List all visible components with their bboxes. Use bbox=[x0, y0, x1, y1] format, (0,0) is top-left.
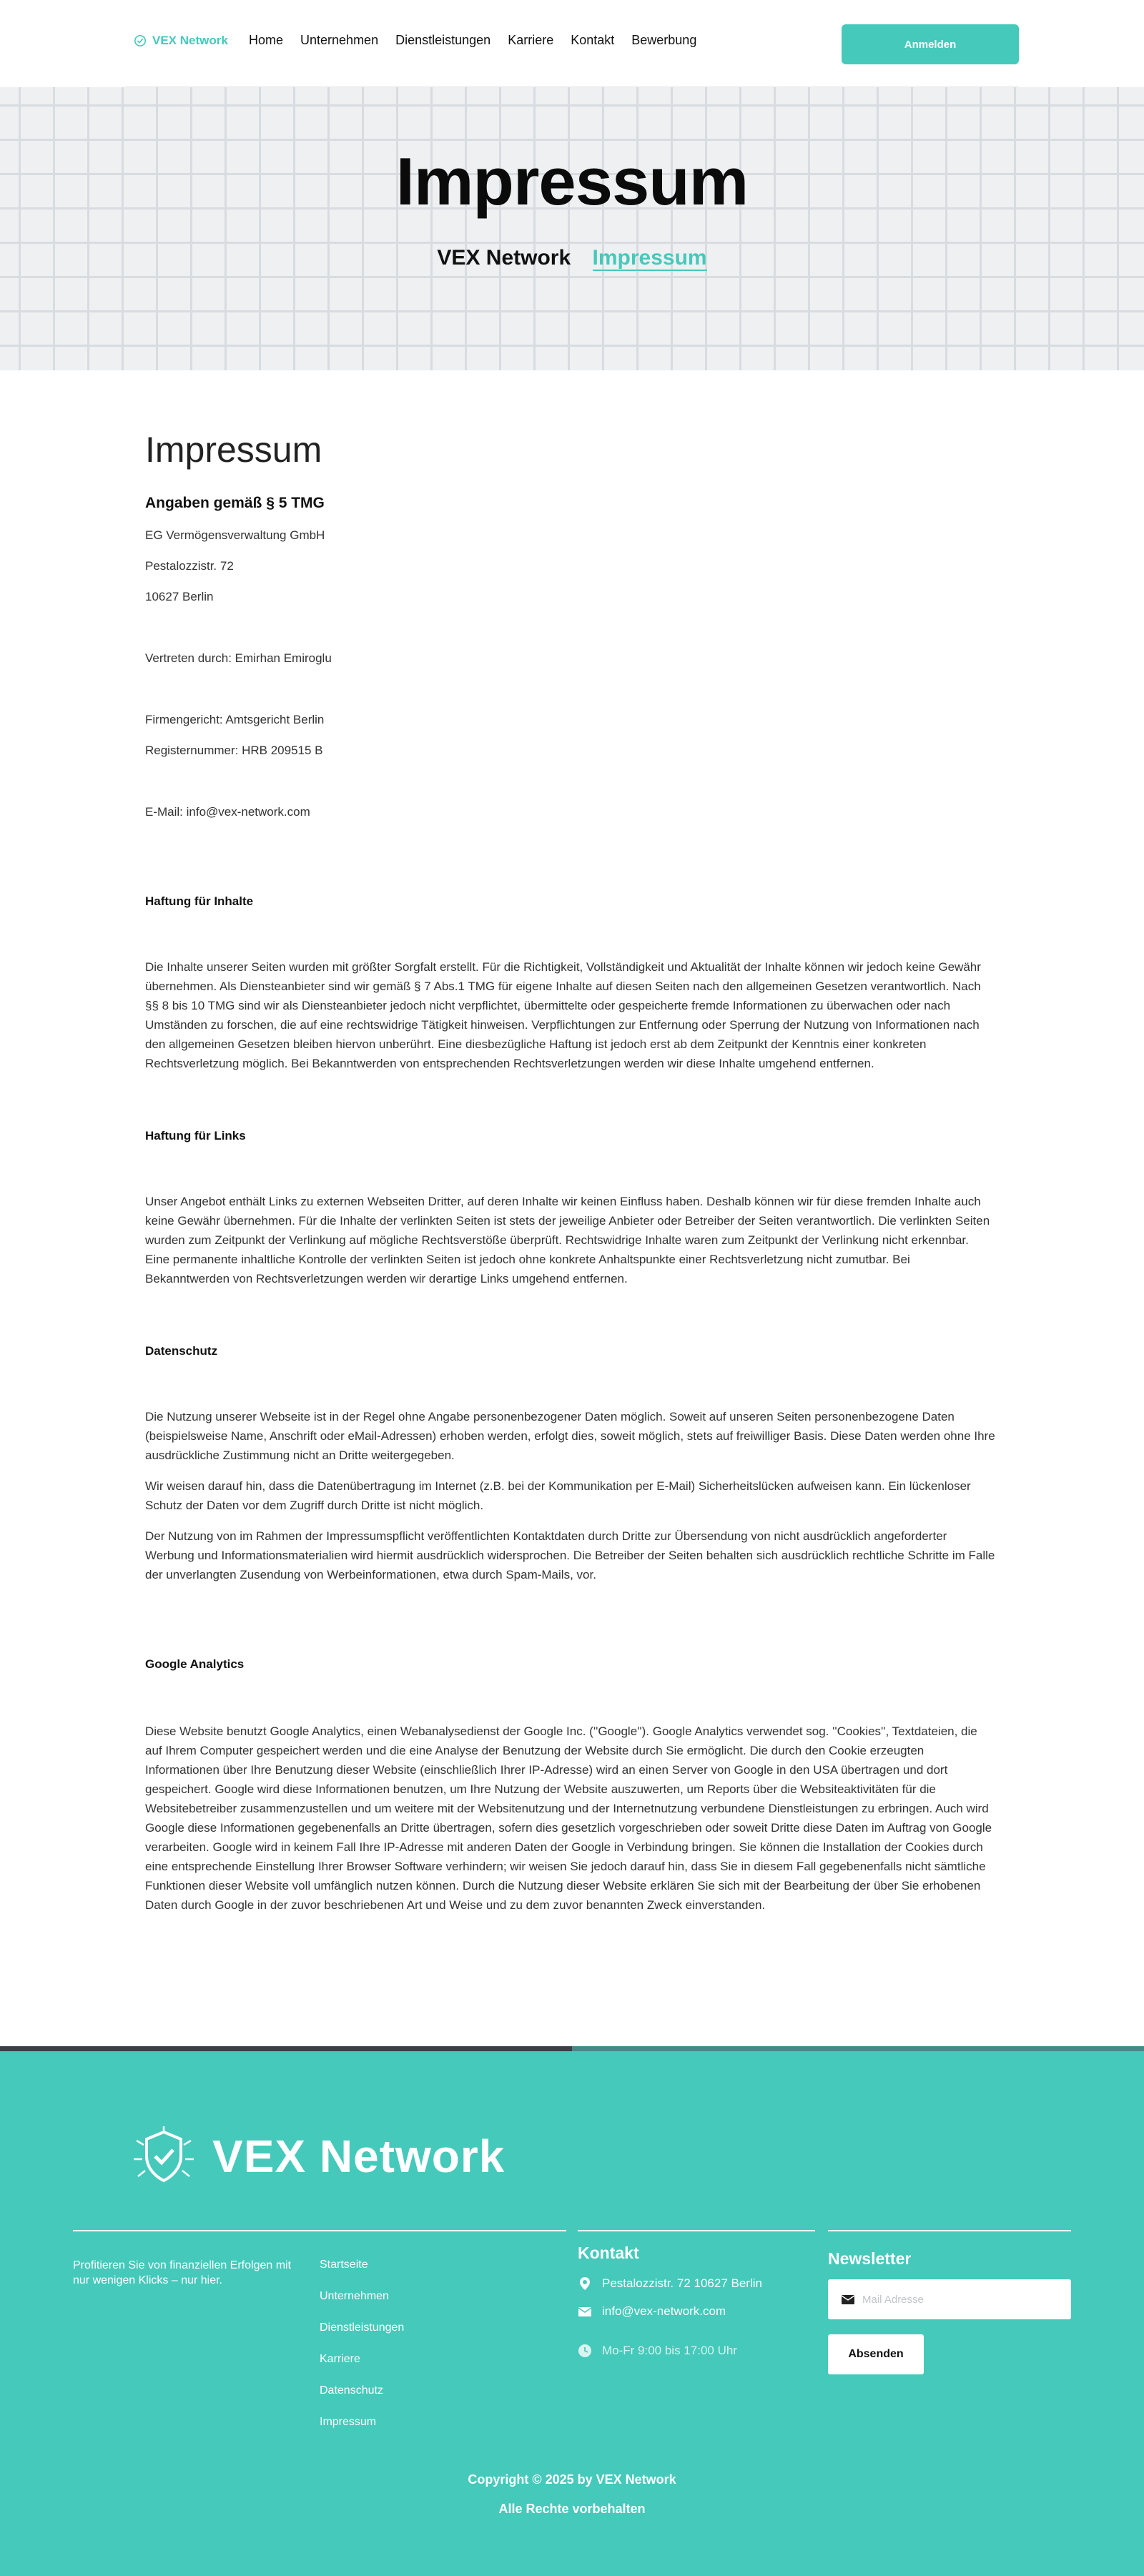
brand-link[interactable] bbox=[134, 34, 228, 48]
site-footer bbox=[0, 2046, 1144, 2576]
footer-contact-heading: Kontakt bbox=[578, 2244, 639, 2262]
page-title: Impressum bbox=[145, 430, 322, 470]
menu-item-kontakt[interactable]: Kontakt bbox=[571, 33, 615, 47]
shield-check-icon bbox=[131, 2126, 197, 2186]
footer-link-startseite[interactable]: Startseite bbox=[320, 2259, 368, 2271]
represented-by: Vertreten durch: Emirhan Emiroglu bbox=[145, 651, 332, 665]
breadcrumb-home[interactable]: VEX Network bbox=[437, 246, 571, 270]
section-paragraph: Diese Website benutzt Google Analytics, einen Webanalysedienst der Google Inc. (''Google''). Google Analytics verwendet sog. ''Cookies'', Textdateien, die auf Ihrem Computer gespeichert werden und die eine Analyse der Benutzung der Website durch Sie ermöglicht. Die durch den Cookie erzeugten Informationen über Ihre Benutzung dieser Website (einschließlich Ihrer IP-Adresse) wird an einen Server von Google in den USA übertragen und dort gespeichert. Google wird diese Informationen benutzen, um Ihre Nutzung der Website auszuwerten, um Reports über die Websiteaktivitäten für die Websitebetreiber zusammenzustellen und um weitere mit der Websitenutzung und der Internetnutzung verbundene Dienstleistungen zu erbringen. Auch wird Google diese Informationen gegebenenfalls an Dritte übertragen, sofern dies gesetzlich vorgeschrieben oder soweit Dritte diese Daten im Auftrag von Google verarbeiten. Google wird in keinem Fall Ihre IP-Adresse mit anderen Daten der Google in Verbindung bringen. Sie können die Installation der Cookies durch eine entsprechende Einstellung Ihrer Browser Software verhindern; wir weisen Sie jedoch darauf hin, dass Sie in diesem Fall gegebenenfalls nicht sämtliche Funktionen dieser Website voll umfänglich nutzen können. Durch die Nutzung dieser Website erklären Sie sich mit der Bearbeitung der über Sie erhobenen Daten durch Google in der zuvor beschriebenen Art und Weise und zu dem zuvor benannten Zweck einverstanden. bbox=[145, 1724, 992, 1912]
footer-links bbox=[320, 2258, 404, 2447]
clock-icon bbox=[578, 2344, 592, 2358]
city: 10627 Berlin bbox=[145, 590, 214, 603]
footer-link-karriere[interactable]: Karriere bbox=[320, 2353, 360, 2365]
section-heading-haftung-inhalte: Haftung für Inhalte bbox=[145, 894, 254, 908]
section-paragraph: Der Nutzung von im Rahmen der Impressumspflicht veröffentlichten Kontaktdaten durch Dritte zur Übersendung von nicht ausdrücklich angeforderter Werbung und Informationsmaterialien wird hiermit ausdrücklich widersprochen. Die Betreiber der Seiten behalten sich ausdrücklich rechtliche Schritte im Falle der unverlangten Zusendung von Werbeinformationen, etwa durch Spam-Mails, vor. bbox=[145, 1529, 995, 1581]
menu-item-home[interactable]: Home bbox=[249, 33, 284, 47]
footer-divider bbox=[73, 2230, 566, 2231]
footer-email-text: info@vex-network.com bbox=[602, 2304, 726, 2318]
hero-banner bbox=[0, 87, 1144, 370]
section-paragraph: Die Nutzung unserer Webseite ist in der Regel ohne Angabe personenbezogener Daten möglich. Soweit auf unseren Seiten personenbezogene Daten (beispielsweise Name, Anschrift oder eMail-Adressen) erhoben werden, erfolgt dies, soweit möglich, stets auf freiwilliger Basis. Diese Daten werden ohne Ihre ausdrückliche Zustimmung nicht an Dritte weitergegeben. bbox=[145, 1410, 995, 1462]
section-paragraph: Wir weisen darauf hin, dass die Datenübertragung im Internet (z.B. bei der Kommunikation per E-Mail) Sicherheitslücken aufweisen kann. Ein lückenloser Schutz der Daten vor dem Zugriff durch Dritte ist nicht möglich. bbox=[145, 1479, 971, 1512]
footer-rights: Alle Rechte vorbehalten bbox=[498, 2502, 646, 2516]
map-pin-icon bbox=[578, 2276, 592, 2291]
footer-top-bar-right bbox=[572, 2046, 1144, 2051]
footer-email[interactable] bbox=[578, 2304, 726, 2319]
register-number: Registernummer: HRB 209515 B bbox=[145, 744, 323, 757]
contact-email: E-Mail: info@vex-network.com bbox=[145, 805, 310, 819]
tmg-heading: Angaben gemäß § 5 TMG bbox=[145, 495, 325, 511]
footer-address bbox=[578, 2276, 762, 2291]
footer-divider bbox=[578, 2230, 815, 2231]
footer-logo-text: VEX Network bbox=[212, 2131, 506, 2182]
login-button[interactable]: Anmelden bbox=[842, 24, 1019, 64]
section-heading-google-analytics: Google Analytics bbox=[145, 1657, 245, 1671]
footer-copyright: Copyright © 2025 by VEX Network bbox=[468, 2472, 676, 2487]
section-heading-haftung-links: Haftung für Links bbox=[145, 1129, 246, 1143]
shield-check-icon bbox=[134, 34, 147, 47]
top-navigation bbox=[0, 0, 1144, 87]
footer-link-dienstleistungen[interactable]: Dienstleistungen bbox=[320, 2321, 405, 2334]
breadcrumb bbox=[0, 246, 1144, 270]
nav-inner bbox=[125, 0, 1019, 87]
breadcrumb-current: Impressum bbox=[592, 246, 707, 270]
footer-link-datenschutz[interactable]: Datenschutz bbox=[320, 2384, 383, 2397]
footer-hours-text: Mo-Fr 9:00 bis 17:00 Uhr bbox=[602, 2344, 737, 2357]
street: Pestalozzistr. 72 bbox=[145, 559, 234, 573]
brand-name: VEX Network bbox=[152, 34, 228, 47]
menu-item-unternehmen[interactable]: Unternehmen bbox=[300, 33, 379, 47]
footer-tagline: Profitieren Sie von finanziellen Erfolgen mit nur wenigen Klicks – nur hier. bbox=[73, 2259, 292, 2286]
footer-link-unternehmen[interactable]: Unternehmen bbox=[320, 2290, 389, 2302]
section-paragraph: Unser Angebot enthält Links zu externen Webseiten Dritter, auf deren Inhalte wir keinen Einfluss haben. Deshalb können wir für diese fremden Inhalte auch keine Gewähr übernehmen. Für die Inhalte der verlinkten Seiten ist stets der jeweilige Anbieter oder Betreiber der Seiten verantwortlich. Die verlinkten Seiten wurden zum Zeitpunkt der Verlinkung auf mögliche Rechtsverstöße überprüft. Rechtswidrige Inhalte waren zum Zeitpunkt der Verlinkung nicht erkennbar. Eine permanente inhaltliche Kontrolle der verlinkten Seiten ist jedoch ohne konkrete Anhaltspunkte einer Rechtsverletzung nicht zumutbar. Bei Bekanntwerden von Rechtsverletzungen werden wir derartige Links umgehend entfernen. bbox=[145, 1195, 990, 1285]
section-heading-datenschutz: Datenschutz bbox=[145, 1344, 218, 1358]
impressum-content bbox=[0, 370, 1144, 1915]
footer-newsletter-heading: Newsletter bbox=[828, 2249, 912, 2268]
content-column bbox=[145, 429, 996, 1915]
newsletter-email-input[interactable] bbox=[828, 2279, 1071, 2319]
footer-divider bbox=[828, 2230, 1071, 2231]
footer-address-text: Pestalozzistr. 72 10627 Berlin bbox=[602, 2276, 762, 2290]
menu-item-karriere[interactable]: Karriere bbox=[508, 33, 554, 47]
footer-top-bar bbox=[0, 2046, 572, 2051]
hero-title: Impressum bbox=[395, 144, 749, 219]
envelope-icon bbox=[578, 2304, 592, 2319]
company-name: EG Vermögensverwaltung GmbH bbox=[145, 528, 325, 542]
footer-hours bbox=[578, 2344, 737, 2358]
menu-item-bewerbung[interactable]: Bewerbung bbox=[631, 33, 697, 47]
court: Firmengericht: Amtsgericht Berlin bbox=[145, 713, 325, 726]
section-paragraph: Die Inhalte unserer Seiten wurden mit größter Sorgfalt erstellt. Für die Richtigkeit, Vollständigkeit und Aktualität der Inhalte können wir jedoch keine Gewähr übernehmen. Als Diensteanbieter sind wir gemäß § 7 Abs.1 TMG für eigene Inhalte auf diesen Seiten nach den allgemeinen Gesetzen verantwortlich. Nach §§ 8 bis 10 TMG sind wir als Diensteanbieter jedoch nicht verpflichtet, übermittelte oder gespeicherte fremde Informationen zu überwachen oder nach Umständen zu forschen, die auf eine rechtswidrige Tätigkeit hinweisen. Verpflichtungen zur Entfernung oder Sperrung der Nutzung von Informationen nach den allgemeinen Gesetzen bleiben hiervon unberührt. Eine diesbezügliche Haftung ist jedoch erst ab dem Zeitpunkt der Kenntnis einer konkreten Rechtsverletzung möglich. Bei Bekanntwerden von entsprechenden Rechtsverletzungen werden wir diese Inhalte umgehend entfernen. bbox=[145, 960, 981, 1070]
footer-logo bbox=[131, 2126, 505, 2186]
main-menu bbox=[249, 33, 696, 48]
footer-link-impressum[interactable]: Impressum bbox=[320, 2416, 377, 2428]
menu-item-dienstleistungen[interactable]: Dienstleistungen bbox=[395, 33, 491, 47]
mail-icon bbox=[841, 2292, 855, 2306]
newsletter-send-button[interactable]: Absenden bbox=[828, 2334, 924, 2374]
